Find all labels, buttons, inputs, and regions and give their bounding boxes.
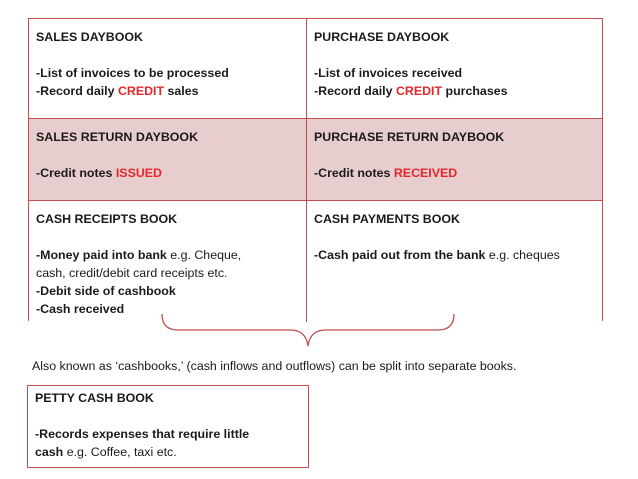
cash-receipts-line-4: -Cash received	[36, 302, 125, 316]
cash-payments-book-cell	[307, 201, 602, 322]
purchase-daybook-cell	[307, 19, 602, 119]
cash-receipts-line-2: cash, credit/debit card receipts etc.	[36, 266, 228, 280]
cash-payments-line-1: -Cash paid out from the bank e.g. cheques	[314, 248, 560, 262]
sales-daybook-line-1: -List of invoices to be processed	[36, 66, 229, 80]
received-highlight: RECEIVED	[393, 166, 458, 180]
purchase-daybook-title: PURCHASE DAYBOOK	[314, 30, 450, 44]
purchase-daybook-line-1: -List of invoices received	[314, 66, 463, 80]
curly-brace-icon	[160, 312, 456, 352]
sales-return-daybook-line-1: -Credit notes ISSUED	[36, 166, 162, 180]
credit-highlight: CREDIT	[117, 84, 165, 98]
daybooks-table	[28, 18, 603, 321]
issued-highlight: ISSUED	[115, 166, 162, 180]
cash-receipts-line-3: -Debit side of cashbook	[36, 284, 176, 298]
purchase-daybook-line-2: -Record daily CREDIT purchases	[314, 84, 508, 98]
sales-return-daybook-title: SALES RETURN DAYBOOK	[36, 130, 199, 144]
petty-cash-line-2: cash e.g. Coffee, taxi etc.	[35, 445, 177, 459]
sales-return-daybook-cell	[29, 119, 307, 201]
cash-receipts-line-1: -Money paid into bank e.g. Cheque,	[36, 248, 242, 262]
cash-payments-book-title: CASH PAYMENTS BOOK	[314, 212, 460, 226]
sales-daybook-cell	[29, 19, 307, 119]
sales-daybook-title: SALES DAYBOOK	[36, 30, 143, 44]
cash-receipts-book-title: CASH RECEIPTS BOOK	[36, 212, 178, 226]
petty-cash-book-title: PETTY CASH BOOK	[35, 391, 154, 405]
cashbooks-note: Also known as ‘cashbooks,’ (cash inflows and outflows) can be split into separate books.	[32, 359, 517, 373]
credit-highlight: CREDIT	[395, 84, 443, 98]
purchase-return-daybook-cell	[307, 119, 602, 201]
cash-receipts-book-cell	[29, 201, 307, 322]
purchase-return-daybook-title: PURCHASE RETURN DAYBOOK	[314, 130, 505, 144]
sales-daybook-line-2: -Record daily CREDIT sales	[36, 84, 199, 98]
petty-cash-line-1: -Records expenses that require little	[35, 427, 250, 441]
purchase-return-daybook-line-1: -Credit notes RECEIVED	[314, 166, 458, 180]
petty-cash-book-cell	[27, 385, 309, 468]
